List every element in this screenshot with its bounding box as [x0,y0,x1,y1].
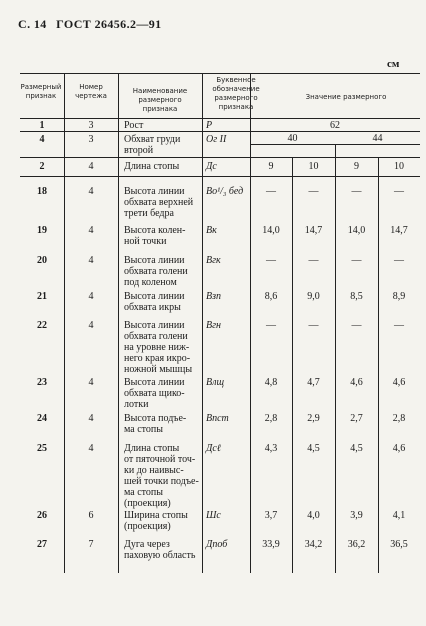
row-designation: Bо¹/₃ бед [206,186,244,197]
row-designation: Oг II [206,134,227,145]
row-value: 36,2 [347,539,366,550]
row-designation: Bлщ [206,377,225,388]
row-sheet: 4 [88,377,94,388]
row-designation: Дс [206,161,217,172]
rule [20,73,420,74]
row-value: 9 [354,161,359,172]
row-name: Ширина стопы (проекция) [124,510,188,532]
row-sheet: 4 [88,186,94,197]
page-header [18,17,162,32]
rule [20,157,420,158]
row-name: Длина стопы [124,161,180,172]
row-sheet: 3 [88,134,94,145]
page-number: С. 14 [18,17,47,31]
row-name: Обхват груди второй [124,134,181,156]
row-sheet: 7 [88,539,94,550]
row-designation: Дсℓ [206,443,221,454]
row-num: 26 [37,510,47,521]
row-sheet: 4 [88,255,94,266]
row-value: 9,0 [307,291,320,302]
row-name: Длина стопы от пяточной точ- ки до наивыс- шей точки подъе- ма стопы (проекция) [124,443,199,509]
row-designation: Дпоб [206,539,228,550]
document-code: ГОСТ 26456.2—91 [56,17,162,31]
row-designation: Bзп [206,291,222,302]
row-value: 4,0 [307,510,320,521]
row-designation: Bпст [206,413,229,424]
header-desig: Буквенное обозначение размерного признака [212,76,260,111]
row-name: Высота линии обхвата голени под коленом [124,255,188,288]
row-value: 4,8 [264,377,278,388]
row-value: — [266,186,276,197]
row-value: 40 [287,133,298,144]
rule [118,73,119,573]
row-name: Рост [124,120,144,131]
row-num: 21 [37,291,47,302]
row-value: 4,6 [392,443,406,454]
row-value: 3,9 [350,510,363,521]
row-value: 14,0 [347,225,366,236]
row-value: — [266,255,276,266]
row-num: 22 [37,320,47,331]
row-name: Дуга через паховую область [124,539,196,561]
row-value: — [351,255,362,266]
row-value: — [308,186,319,197]
row-value: 14,7 [304,225,323,236]
row-value: 36,5 [390,539,408,550]
row-num: 25 [37,443,47,454]
row-value: 10 [308,161,319,172]
row-num: 4 [39,134,45,145]
row-name: Высота линии обхвата голени на уровне ниж- него края икро- ножной мышцы [124,320,193,375]
header-num: Размерный признак [20,83,62,100]
row-value: 2,8 [392,413,406,424]
dimension-table [20,73,420,573]
row-value: 44 [372,133,383,144]
row-num: 1 [39,120,45,131]
row-value: 34,2 [304,539,323,550]
row-value: 4,6 [392,377,406,388]
row-num: 2 [39,161,45,172]
row-sheet: 4 [88,320,94,331]
unit-label: см [387,58,400,70]
row-sheet: 3 [88,120,94,131]
row-num: 23 [37,377,47,388]
row-sheet: 4 [88,413,94,424]
row-value: 4,1 [392,510,406,521]
row-value: — [308,320,319,331]
row-value: 9 [268,161,274,172]
row-num: 19 [37,225,47,236]
row-value: 3,7 [264,510,278,521]
row-designation: Bгн [206,320,221,331]
row-value: — [308,255,319,266]
row-sheet: 4 [88,161,94,172]
row-value: 33,9 [262,539,280,550]
row-name: Высота подъе- ма стопы [124,413,187,435]
row-value: 4,7 [307,377,320,388]
row-value: 2,8 [264,413,278,424]
header-sheet: Номер чертежа [75,83,107,100]
header-name: Наименование размерного признака [132,87,188,113]
row-sheet: 4 [88,443,94,454]
rule [335,144,336,573]
row-value: 4,6 [350,377,363,388]
row-value: 8,9 [392,291,406,302]
row-num: 18 [37,186,47,197]
row-value: 2,7 [350,413,363,424]
row-value: 62 [330,120,340,131]
row-value: — [394,320,404,331]
rule [20,176,420,177]
row-value: — [351,186,362,197]
row-value: 4,5 [350,443,363,454]
row-value: 8,5 [350,291,363,302]
rule [20,118,420,119]
row-name: Высота линии обхвата икры [124,291,185,313]
row-value: 4,3 [264,443,278,454]
row-value: 2,9 [307,413,320,424]
row-designation: Bк [206,225,217,236]
row-designation: Bгк [206,255,221,266]
row-name: Высота колен- ной точки [124,225,186,247]
row-num: 27 [37,539,47,550]
row-value: 10 [394,161,404,172]
rule [20,131,420,132]
row-sheet: 4 [88,291,94,302]
header-values: Значение размерного [305,93,387,101]
row-name: Высота линии обхвата верхней трети бедра [124,186,194,219]
row-value: — [351,320,362,331]
row-value: 4,5 [307,443,320,454]
row-value: 8,6 [264,291,278,302]
row-designation: P [206,120,213,131]
row-value: — [266,320,276,331]
row-num: 20 [37,255,47,266]
row-value: — [394,186,404,197]
row-sheet: 6 [88,510,94,521]
row-num: 24 [37,413,47,424]
row-name: Высота линии обхвата щико- лотки [124,377,185,410]
row-value: 14,7 [390,225,408,236]
row-value: 14,0 [262,225,280,236]
row-sheet: 4 [88,225,94,236]
rule [202,73,203,573]
row-value: — [394,255,404,266]
row-designation: Шс [206,510,221,521]
